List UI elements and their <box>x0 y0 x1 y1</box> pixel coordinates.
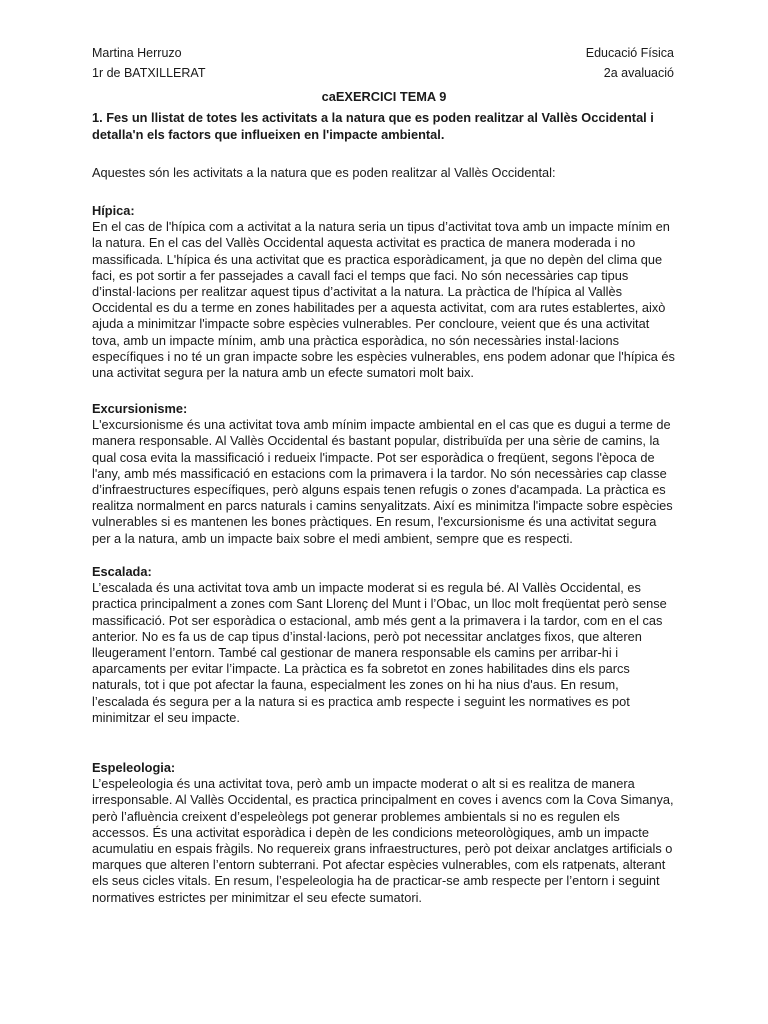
section-body-espeleologia: L’espeleologia és una activitat tova, però amb un impacte moderat o alt si es realitza de manera irresponsable. Al Vallès Occidental, es practica principalment en coves i avencs com la Cova Simanya, però l’afluència creixent d’espeleòlegs pot generar problemes ambientals si no es regulen els accessos. És una activitat esporàdica i depèn de les condicions meteorològiques, amb un impacte acumulatiu en espais fràgils. No requereix grans infraestructures, però pot deixar anclatges artificials o marques que alteren l’entorn subterrani. Pot afectar espècies vulnerables, com els ratpenats, alterant els seus cicles vitals. En resum, l’espeleologia ha de practicar-se amb respecte per l’entorn i seguint normatives estrictes per minimitzar el seu efecte sumatori. <box>92 776 674 905</box>
section-body-escalada: L’escalada és una activitat tova amb un impacte moderat si es regula bé. Al Vallès Occidental, es practica principalment a zones com Sant Llorenç del Munt i l’Obac, un lloc molt freqüentat però sense massificació. Pot ser esporàdica o estacional, amb més gent a la primavera i la tardor, com en el cas anterior. No es fa us de cap tipus d’instal·lacions, però pot necessitar anclatges fixos, que alteren lleugerament l’entorn. També cal gestionar de manera responsable els camins per arribar-hi i aparcaments per evitar l’impacte. La pràctica es fa sobretot en zones habilitades dins els parcs naturals, tot i que pot afectar la fauna, especialment les zones on hi ha nius d'aus. En resum, l’escalada és segura per a la natura si es practica amb respecte i seguint les normatives es pot minimitzar el seu impacte. <box>92 580 667 725</box>
section-escalada <box>92 564 678 726</box>
course-name: 1r de BATXILLERAT <box>92 66 206 80</box>
section-heading-escalada: Escalada: <box>92 564 152 579</box>
section-body-hipica: En el cas de l'hípica com a activitat a la natura seria un tipus d’activitat tova amb un impacte mínim en la natura. En el cas del Vallès Occidental aquesta activitat es practica de manera moderada i no massificada. L'hípica és una activitat que es practica esporàdicament, ja que no depèn del clima que faci, es pot sortir a fer passejades a cavall faci el temps que faci. No són necessàries cap tipus d’instal·lacions per realitzar aquest tipus d’activitat a la natura. La pràctica de l'hípica al Vallès Occidental es du a terme en zones habilitades per a aquesta activitat, com ara rutes establertes, això ajuda a minimitzar l'impacte sobre espècies vulnerables. Per concloure, veient que és una activitat tova, amb un impacte mínim, amb una pràctica esporàdica, no són necessàries instal·lacions específiques i no té un gran impacte sobre les espècies vulnerables, ens podem adonar que l'hípica és una activitat segura per la natura amb un efecte sumatori molt baix. <box>92 219 675 381</box>
intro-paragraph: Aquestes són les activitats a la natura que es poden realitzar al Vallès Occidental: <box>92 165 556 180</box>
author-name: Martina Herruzo <box>92 46 182 60</box>
section-espeleologia <box>92 760 678 906</box>
header-row-2 <box>92 65 674 81</box>
question-text: 1. Fes un llistat de totes les activitats a la natura que es poden realitzar al Vallès Occidental i detalla'n els factors que influeixen en l'impacte ambiental. <box>92 110 654 142</box>
section-hipica <box>92 203 678 381</box>
section-heading-hipica: Hípica: <box>92 203 135 218</box>
header-row-1 <box>92 45 674 61</box>
section-excursionisme <box>92 401 678 547</box>
section-heading-excursionisme: Excursionisme: <box>92 401 188 416</box>
section-body-excursionisme: L'excursionisme és una activitat tova amb mínim impacte ambiental en el cas que es dugui a terme de manera responsable. Al Vallès Occidental és bastant popular, distribuïda per una sèrie de camins, la qual cosa evita la massificació i redueix l'impacte. Pot ser esporàdica o freqüent, segons l'època de l'any, amb més massificació en estacions com la primavera i la tardor. No són necessàries cap classe d’infraestructures específiques, però alguns espais tenen refugis o zones d'acampada. La pràctica es realitza normalment en parcs naturals i camins senyalitzats. Així es minimitza l'impacte sobre espècies vulnerables si es mantenen les bones pràctiques. En resum, l'excursionisme és una activitat segura per a la natura, amb un impacte baix sobre el medi ambient, sempre que es respecti. <box>92 417 673 546</box>
term-name: 2a avaluació <box>603 66 674 80</box>
subject-name: Educació Física <box>585 46 674 60</box>
section-heading-espeleologia: Espeleologia: <box>92 760 176 775</box>
document-title: caEXERCICI TEMA 9 <box>321 89 447 104</box>
